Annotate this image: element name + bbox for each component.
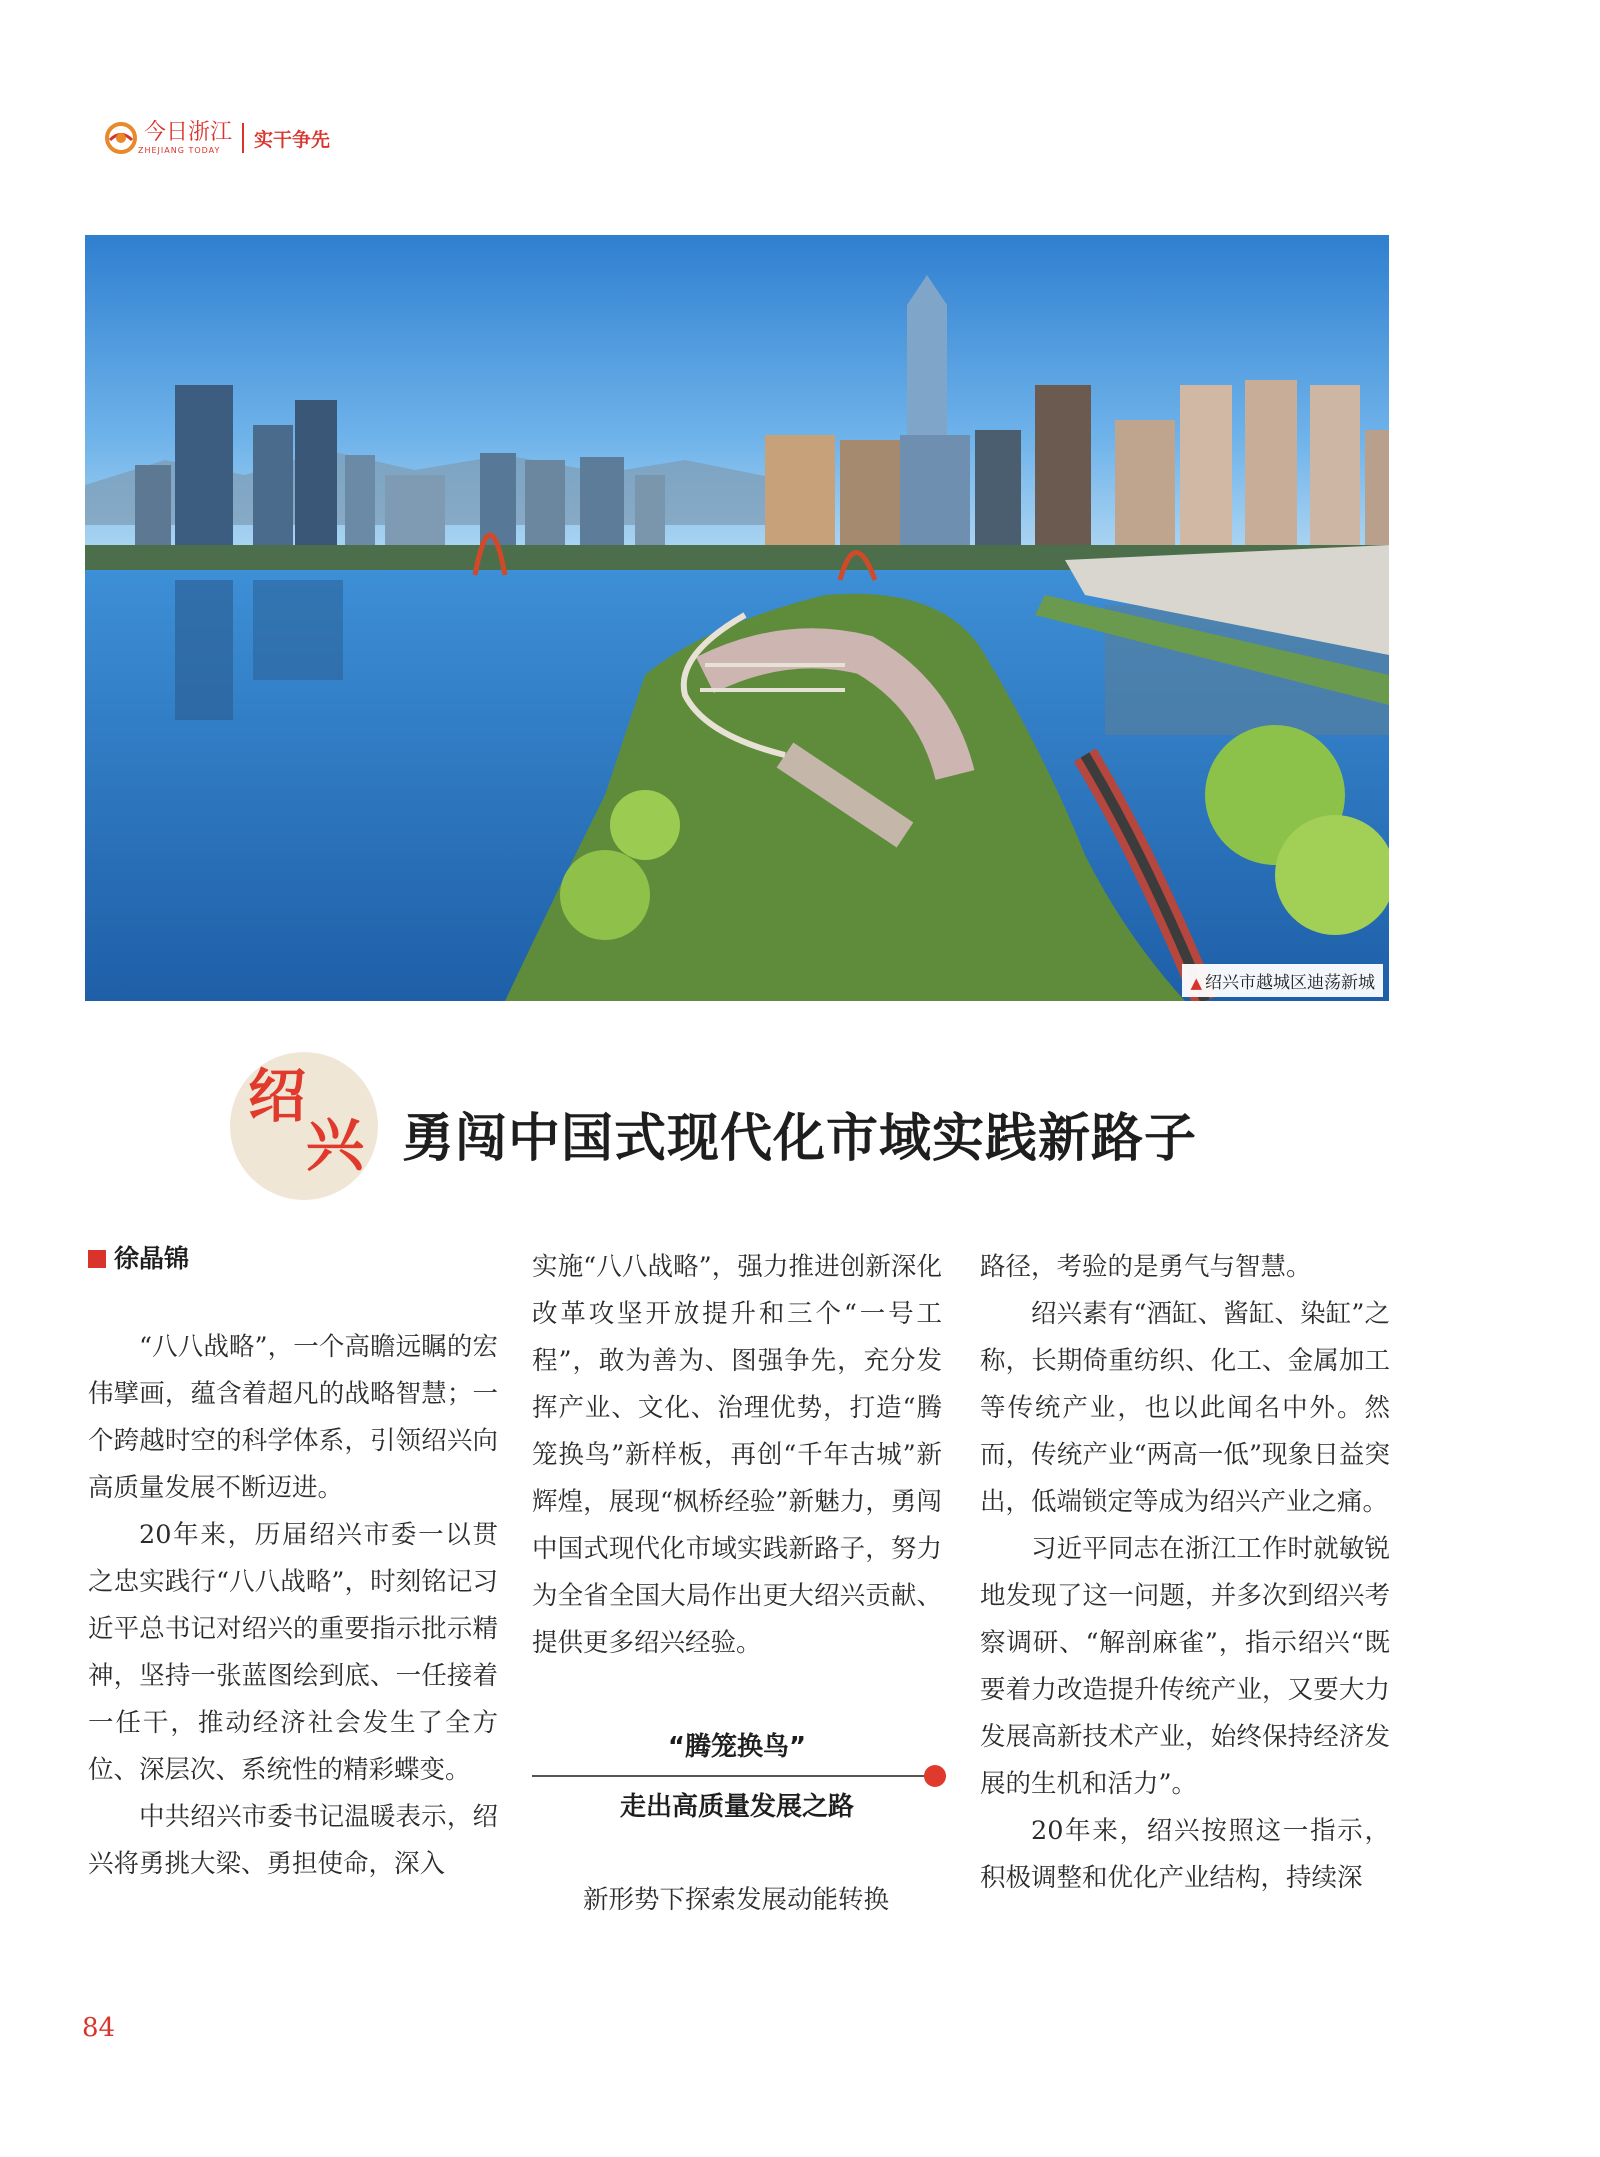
author-name: 徐晶锦 [114, 1244, 190, 1273]
logo-wordmark [138, 119, 233, 155]
subheading [532, 1727, 942, 1827]
sun-logo-icon [104, 121, 138, 155]
title-badge-char-2: 兴 [306, 1111, 365, 1179]
masthead [104, 118, 330, 158]
article-column-3 [980, 1244, 1390, 1902]
logo-text: 今日浙江 [144, 119, 233, 145]
city-skyline-illustration [85, 235, 1389, 1001]
title-badge-char-1: 绍 [248, 1062, 307, 1130]
subheading-rule [532, 1775, 942, 1777]
triangle-icon: ▲ [1190, 974, 1202, 992]
page-number: 84 [82, 2013, 116, 2043]
photo-caption-text: 绍兴市越城区迪荡新城 [1205, 973, 1375, 993]
article-title: 勇闯中国式现代化市域实践新路子 [402, 1108, 1198, 1169]
section-label: 实干争先 [254, 128, 331, 151]
paragraph: 实施“八八战略”，强力推进创新深化改革攻坚开放提升和三个“一号工程”，敢为善为、图强争先，充分发挥产业、文化、治理优势，打造“腾笼换鸟”新样板，再创“千年古城”新辉煌，展现“枫桥经验”新魅力，勇闯中国式现代化市域实践新路子，努力为全省全国大局作出更大绍兴贡献、提供更多绍兴经验。 [532, 1252, 942, 1658]
subheading-line-2: 走出高质量发展之路 [619, 1792, 854, 1822]
square-bullet-icon [88, 1250, 106, 1268]
photo-caption [1182, 964, 1383, 997]
paragraph: “八八战略”，一个高瞻远瞩的宏伟擘画，蕴含着超凡的战略智慧；一个跨越时空的科学体系，引领绍兴向高质量发展不断迈进。 [88, 1332, 498, 1503]
header-divider [242, 123, 244, 153]
paragraph: 20年来，历届绍兴市委一以贯之忠实践行“八八战略”，时刻铭记习近平总书记对绍兴的重要指示批示精神，坚持一张蓝图绘到底、一任接着一任干，推动经济社会发生了全方位、深层次、系统性的精彩蝶变。 [88, 1520, 498, 1785]
paragraph: 中共绍兴市委书记温暖表示，绍兴将勇挑大梁、勇担使命，深入 [88, 1802, 498, 1879]
red-dot-icon [924, 1765, 946, 1787]
subheading-line-1: “腾笼换鸟” [667, 1732, 807, 1762]
paragraph: 20年来，绍兴按照这一指示，积极调整和优化产业结构，持续深 [980, 1816, 1390, 1893]
paragraph: 路径，考验的是勇气与智慧。 [980, 1252, 1312, 1282]
logo-subtitle: ZHEJIANG TODAY [138, 145, 221, 155]
paragraph: 习近平同志在浙江工作时就敏锐地发现了这一问题，并多次到绍兴考察调研、“解剖麻雀”，指示绍兴“既要着力改造提升传统产业，又要大力发展高新技术产业，始终保持经济发展的生机和活力”。 [980, 1534, 1390, 1799]
city-photo [85, 235, 1389, 1001]
author-byline [88, 1244, 498, 1274]
paragraph: 新形势下探索发展动能转换 [583, 1885, 890, 1915]
article-column-1 [88, 1244, 498, 1888]
article-column-2 [532, 1244, 942, 1924]
paragraph: 绍兴素有“酒缸、酱缸、染缸”之称，长期倚重纺织、化工、金属加工等传统产业，也以此闻名中外。然而，传统产业“两高一低”现象日益突出，低端锁定等成为绍兴产业之痛。 [980, 1299, 1390, 1517]
